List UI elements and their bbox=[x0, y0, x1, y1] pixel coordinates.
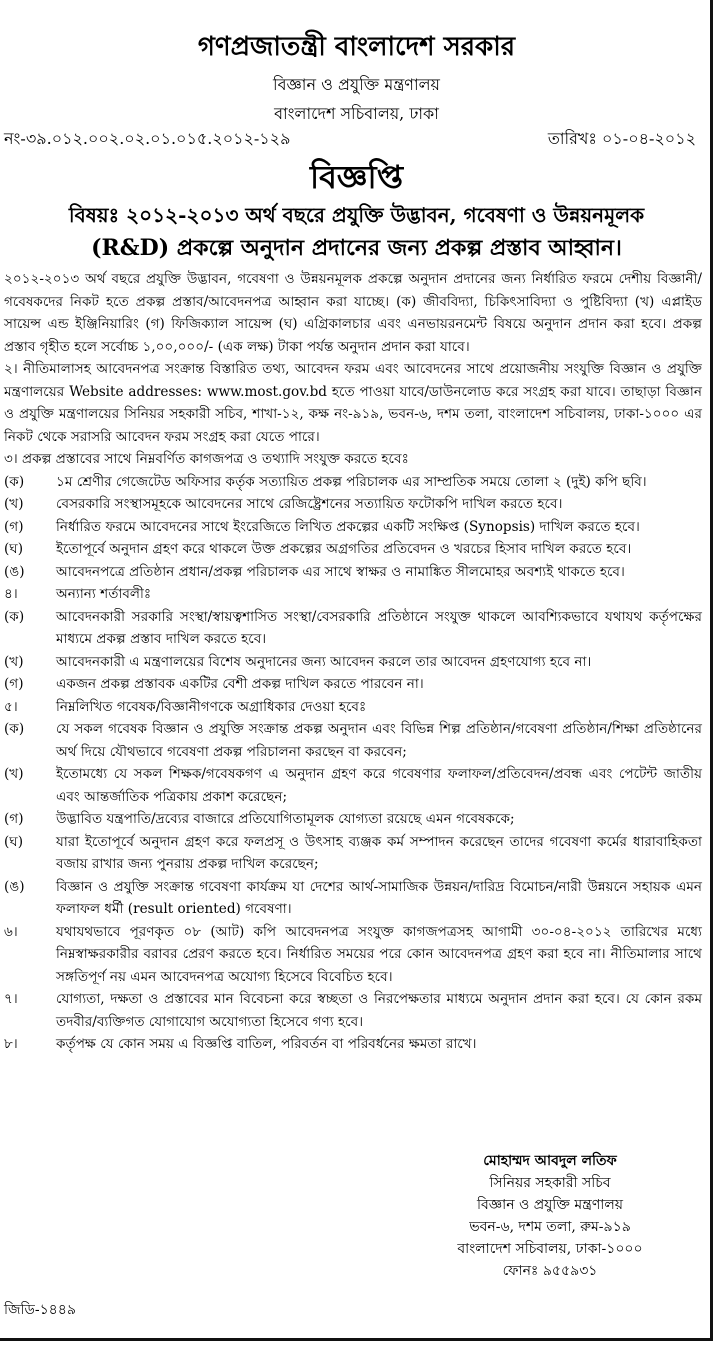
list-item bbox=[4, 561, 702, 584]
paragraph-5-title bbox=[4, 696, 702, 719]
item-text: ইতোমধ্যে যে সকল শিক্ষক/গবেষকগণ এ অনুদান গ্রহণ করে গবেষণার ফলাফল/প্রতিবেদন/প্রবন্ধ এবং পেটেন্ট জাতীয় এবং আন্তর্জাতিক পত্রিকায় প্রকাশ করেছেন; bbox=[56, 766, 702, 805]
item-label: (ঙ) bbox=[4, 878, 25, 895]
notice-body bbox=[4, 268, 702, 1056]
memo-number: নং-৩৯.০১২.০০২.০২.০১.০১৫.২০১২-১২৯ bbox=[4, 129, 291, 148]
item-text: বেসরকারি সংস্থাসমূহকে আবেদনের সাথে রেজিষ্ট্রেশনের সত্যায়িত ফটোকপি দাখিল করতে হবে। bbox=[56, 496, 563, 512]
signatory-phone: ফোনঃ ৯৫৫৯৩১ bbox=[502, 1263, 598, 1279]
list-item bbox=[4, 493, 702, 516]
item-text: একজন প্রকল্প প্রস্তাবক একটির বেশী প্রকল্প দাখিল করতে পারবেন না। bbox=[56, 676, 424, 692]
subject-line-1: বিষয়ঃ ২০১২-২০১৩ অর্থ বছরে প্রযুক্তি উদ্ভাবন, গবেষণা ও উন্নয়নমূলক bbox=[68, 203, 645, 227]
signatory-address-1: ভবন-৬, দশম তলা, রুম-৯১৯ bbox=[469, 1219, 631, 1235]
item-label: (গ) bbox=[4, 518, 24, 535]
notice-heading: বিজ্ঞপ্তি bbox=[309, 158, 404, 196]
paragraph-8 bbox=[4, 1033, 702, 1056]
paragraph-3-title: ৩। প্রকল্প প্রস্তাবের সাথে নিম্নবর্ণিত কাগজপত্র ও তথ্যাদি সংযুক্ত করতে হবেঃ bbox=[4, 451, 409, 467]
list-item bbox=[4, 876, 702, 921]
paragraph-title: নিম্নলিখিত গবেষক/বিজ্ঞানীগণকে অগ্রাধিকার দেওয়া হবেঃ bbox=[56, 698, 367, 715]
item-label: (গ) bbox=[4, 811, 24, 827]
list-item bbox=[4, 516, 702, 539]
reference-code: জিডি-১৪৪৯ bbox=[4, 1302, 76, 1318]
paragraph-text: যথাযথভাবে পূরণকৃত ০৮ (আট) কপি আবেদনপত্র সংযুক্ত কাগজপত্রসহ আগামী ৩০-০৪-২০১২ তারিখের মধ্যে নিম্নস্বাক্ষরকারীর বরাবর প্রেরণ করতে হবে। নির্ধারিত সময়ের পরে কোন আবেদনপত্র গ্রহণ করা হবে না। নীতিমালার সাথে সঙ্গতিপূর্ণ নয় এমন আবেদনপত্র অযোগ্য হিসেবে বিবেচিত হবে। bbox=[56, 923, 702, 985]
paragraph-number: ৪। bbox=[4, 586, 18, 602]
paragraph-7 bbox=[4, 988, 702, 1033]
list-item bbox=[4, 831, 702, 876]
list-item bbox=[4, 673, 702, 696]
list-item bbox=[4, 763, 702, 808]
item-label: (ঘ) bbox=[4, 833, 24, 850]
item-label: (ঘ) bbox=[4, 541, 24, 557]
paragraph-number: ৬। bbox=[4, 923, 18, 940]
signatory-designation: সিনিয়র সহকারী সচিব bbox=[489, 1175, 611, 1191]
signatory-ministry: বিজ্ঞান ও প্রযুক্তি মন্ত্রণালয় bbox=[476, 1197, 624, 1213]
list-item bbox=[4, 651, 702, 674]
list-item bbox=[4, 808, 702, 831]
government-title: গণপ্রজাতন্ত্রী বাংলাদেশ সরকার bbox=[197, 32, 516, 62]
item-label: (গ) bbox=[4, 676, 24, 692]
paragraph-number: ৫। bbox=[4, 698, 18, 715]
signature-block bbox=[400, 1150, 700, 1282]
intro-paragraph: ২০১২-২০১৩ অর্থ বছরে প্রযুক্তি উদ্ভাবন, গবেষণা ও উন্নয়নমূলক প্রকল্পে অনুদান প্রদানের জন্য নির্ধারিত ফরমে দেশীয় বিজ্ঞানী/গবেষকদের নিকট হতে প্রকল্প প্রস্তাব/আবেদনপত্র আহ্বান করা যাচ্ছে। (ক) জীববিদ্যা, চিকিৎসাবিদ্যা ও পুষ্টিবিদ্যা (খ) এপ্লাইড সায়েন্স এন্ড ইঞ্জিনিয়ারিং (গ) ফিজিক্যাল সায়েন্স (ঘ) এগ্রিকালচার এবং এনভায়রনমেন্ট বিষয়ে অনুদান প্রদান করা হবে। প্রকল্প প্রস্তাব গৃহীত হলে সর্বোচ্চ ১,০০,০০০/- (এক লক্ষ) টাকা পর্যন্ত অনুদান প্রদান করা যাবে। bbox=[4, 271, 702, 355]
item-text: যে সকল গবেষক বিজ্ঞান ও প্রযুক্তি সংক্রান্ত প্রকল্প অনুদান এবং বিভিন্ন শিল্প প্রতিষ্ঠান/গবেষণা প্রতিষ্ঠান/শিক্ষা প্রতিষ্ঠানের অর্থ দিয়ে যৌথভাবে গবেষণা প্রকল্প পরিচালনা করছেন বা করবেন; bbox=[56, 721, 702, 760]
item-label: (খ) bbox=[4, 766, 24, 782]
item-label: (খ) bbox=[4, 496, 24, 512]
ministry-name: বিজ্ঞান ও প্রযুক্তি মন্ত্রণালয় bbox=[273, 75, 440, 94]
item-text: বিজ্ঞান ও প্রযুক্তি সংক্রান্ত গবেষণা কার্যক্রম যা দেশের আর্থ-সামাজিক উন্নয়ন/দারিদ্র বিমোচন/নারী উন্নয়নে সহায়ক এমন ফলাফল ধর্মী (result oriented) গবেষণা। bbox=[56, 878, 702, 917]
list-item bbox=[4, 471, 702, 494]
item-text: উদ্ভাবিত যন্ত্রপাতি/দ্রব্যের বাজারে প্রতিযোগিতামূলক যোগ্যতা রয়েছে এমন গবেষককে; bbox=[56, 811, 515, 827]
subject-line-2: (R&D) প্রকল্পে অনুদান প্রদানের জন্য প্রকল্প প্রস্তাব আহ্বান। bbox=[91, 235, 622, 261]
signatory-address-2: বাংলাদেশ সচিবালয়, ঢাকা-১০০০ bbox=[457, 1241, 643, 1257]
item-label: (ক) bbox=[4, 608, 25, 625]
secretariat-address: বাংলাদেশ সচিবালয়, ঢাকা bbox=[274, 104, 439, 123]
item-text: যারা ইতোপূর্বে অনুদান গ্রহণ করে ফলপ্রসূ ও উৎসাহ ব্যঞ্জক কর্ম সম্পাদন করেছেন তাদের গবেষণা কর্মের ধারাবাহিকতা বজায় রাখার জন্য পুনরায় প্রকল্প দাখিল করেছেন; bbox=[56, 833, 702, 872]
paragraph-2: ২। নীতিমালাসহ আবেদনপত্র সংক্রান্ত বিস্তারিত তথ্য, আবেদন ফরম এবং আবেদনের সাথে প্রয়োজনীয় সংযুক্তি বিজ্ঞান ও প্রযুক্তি মন্ত্রণালয়ের Website addresses: www.most.gov.bd হতে পাওয়া যাবে/ডাউনলোড করে সংগ্রহ করা যাবে। তাছাড়া বিজ্ঞান ও প্রযুক্তি মন্ত্রণালয়ের সিনিয়র সহকারী সচিব, শাখা-১২, কক্ষ নং-৯১৯, ভবন-৬, দশম তলা, বাংলাদেশ সচিবালয়, ঢাকা-১০০০ এর নিকট থেকে সরাসরি আবেদন ফরম সংগ্রহ করা যেতে পারে। bbox=[4, 361, 702, 445]
paragraph-title: অন্যান্য শর্তাবলীঃ bbox=[56, 586, 152, 602]
item-label: (ক) bbox=[4, 473, 25, 490]
item-text: আবেদনপত্রে প্রতিষ্ঠান প্রধান/প্রকল্প পরিচালক এর সাথে স্বাক্ষর ও নামাঙ্কিত সীলমোহর অবশ্যই থাকতে হবে। bbox=[56, 563, 625, 580]
list-item bbox=[4, 718, 702, 763]
paragraph-number: ৭। bbox=[4, 991, 18, 1007]
paragraph-number: ৮। bbox=[4, 1036, 18, 1052]
paragraph-text: কর্তৃপক্ষ যে কোন সময় এ বিজ্ঞপ্তি বাতিল, পরিবর্তন বা পরিবর্ধনের ক্ষমতা রাখে। bbox=[56, 1036, 477, 1052]
signatory-name: মোহাম্মদ আবদুল লতিফ bbox=[483, 1153, 617, 1169]
memo-date: তারিখঃ ০১-০৪-২০১২ bbox=[547, 129, 696, 148]
item-text: নির্ধারিত ফরমে আবেদনের সাথে ইংরেজিতে লিখিত প্রকল্পের একটি সংক্ষিপ্ত (Synopsis) দাখিল করতে হবে। bbox=[56, 518, 640, 535]
item-label: (ঙ) bbox=[4, 563, 25, 580]
paragraph-4-title bbox=[4, 583, 702, 606]
item-label: (খ) bbox=[4, 653, 24, 670]
list-item bbox=[4, 538, 702, 561]
item-text: ১ম শ্রেণীর গেজেটেড অফিসার কর্তৃক সত্যায়িত প্রকল্প পরিচালক এর সাম্প্রতিক সময়ে তোলা ২ (দুই) কপি ছবি। bbox=[56, 473, 647, 490]
item-text: আবেদনকারী সরকারি সংস্থা/স্বায়ত্বশাসিত সংস্থা/বেসরকারি প্রতিষ্ঠানে সংযুক্ত থাকলে আবশ্যিকভাবে যথাযথ কর্তৃপক্ষের মাধ্যমে প্রকল্প প্রস্তাব দাখিল করতে হবে। bbox=[56, 608, 702, 647]
paragraph-text: যোগ্যতা, দক্ষতা ও প্রস্তাবের মান বিবেচনা করে স্বচ্ছতা ও নিরপেক্ষতার মাধ্যমে অনুদান প্রদান করা হবে। যে কোন রকম তদবীর/ব্যক্তিগত যোগাযোগ অযোগ্যতা হিসেবে গণ্য হবে। bbox=[56, 991, 702, 1030]
list-item bbox=[4, 606, 702, 651]
item-label: (ক) bbox=[4, 721, 25, 737]
paragraph-6 bbox=[4, 921, 702, 989]
item-text: ইতোপূর্বে অনুদান গ্রহণ করে থাকলে উক্ত প্রকল্পের অগ্রগতির প্রতিবেদন ও খরচের হিসাব দাখিল করতে হবে। bbox=[56, 541, 632, 557]
item-text: আবেদনকারী এ মন্ত্রণালয়ের বিশেষ অনুদানের জন্য আবেদন করলে তার আবেদন গ্রহণযোগ্য হবে না। bbox=[56, 653, 592, 670]
